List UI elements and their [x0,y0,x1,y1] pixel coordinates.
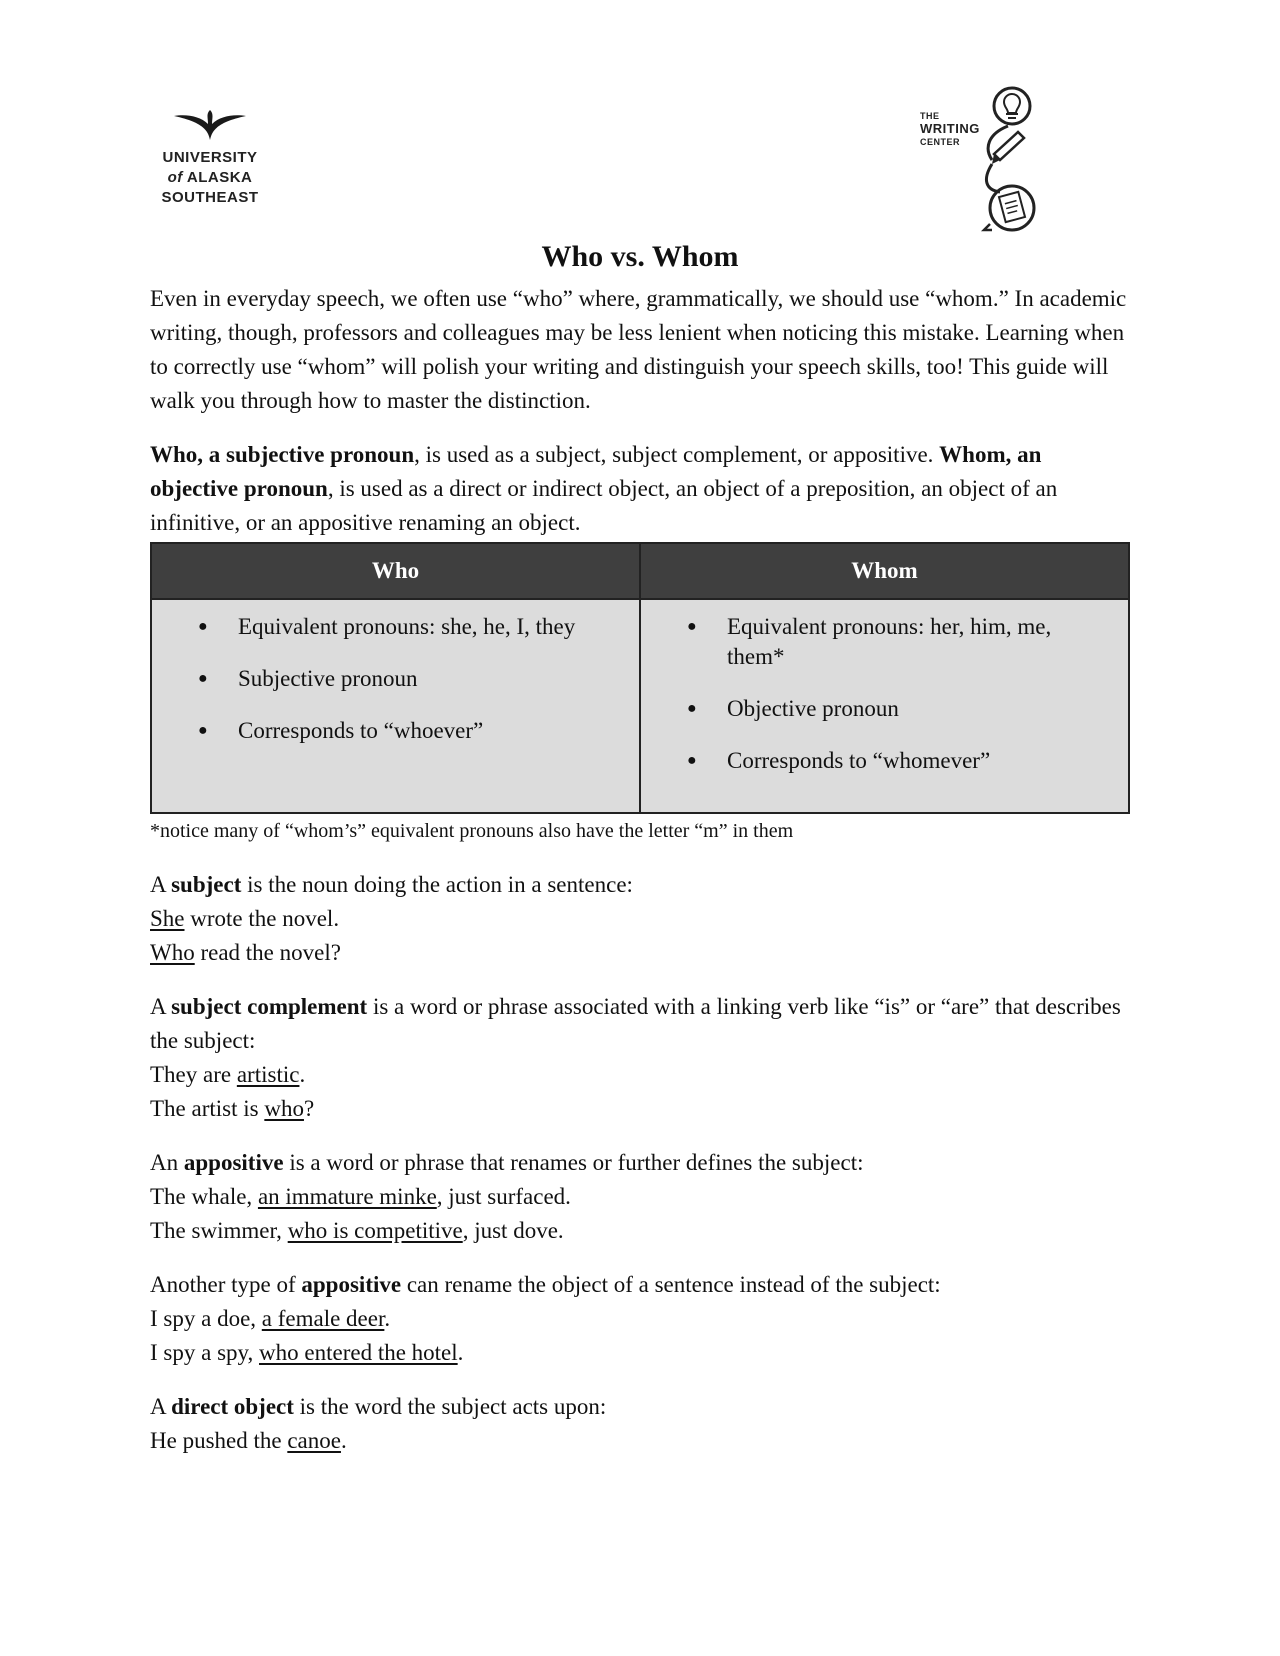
logo-line-university: UNIVERSITY [162,149,258,166]
writing-center-logo [920,84,1040,234]
page-title: Who vs. Whom [541,240,739,273]
who-whom-table [150,542,1130,814]
list-item: ● Equivalent pronouns: her, him, me, them* [661,612,1108,672]
list-item: ● Subjective pronoun [172,664,619,694]
table-header-who: Who [151,543,640,599]
university-logo [150,110,270,208]
table-header-whom: Whom [640,543,1129,599]
writing-center-wordmark: THE WRITING CENTER [920,111,980,147]
subject-complement-paragraph: A subject complement is a word or phrase associated with a linking verb like “is” or “are” that describes the subject: They are artistic. The artist is who? [150,994,1121,1121]
intro-paragraph: Even in everyday speech, we often use “who” where, grammatically, we should use “whom.” In academic writing, though, professors and colleagues may be less lenient when noticing this mistake. Learning when to correctly use “whom” will polish your writing and distinguish your speech skills, too! This guide will walk you through how to master the distinction. [150,286,1127,413]
logo-line-alaska: of ALASKA [167,169,253,186]
who-cell [151,599,640,813]
examples-section [150,868,1130,1458]
main-content [150,282,1130,1478]
lightbulb-pencil-document-icon [978,84,1040,234]
whom-cell [640,599,1129,813]
whale-tail-icon [172,110,248,142]
list-item: ● Corresponds to “whoever” [172,716,619,746]
table-footnote: *notice many of “whom’s” equivalent pronouns also have the letter “m” in them [150,820,794,842]
appositive-paragraph: An appositive is a word or phrase that renames or further defines the subject: The whale, an immature minke, just surfaced. The swimmer, who is competitive, just dove. [150,1150,864,1243]
list-item: ● Equivalent pronouns: she, he, I, they [172,612,619,642]
list-item: ● Corresponds to “whomever” [661,746,1108,776]
subject-paragraph: A subject is the noun doing the action in a sentence: She wrote the novel. Who read the novel? [150,872,633,965]
appositive-object-paragraph: Another type of appositive can rename the object of a sentence instead of the subject: I spy a doe, a female deer. I spy a spy, who entered the hotel. [150,1272,941,1365]
definition-paragraph: Who, a subjective pronoun, is used as a subject, subject complement, or appositive. Whom, an objective pronoun, is used as a direct or indirect object, an object of a preposition, an object of an infinitive, or an appositive renaming an object. [150,442,1058,535]
direct-object-paragraph: A direct object is the word the subject acts upon: He pushed the canoe. [150,1394,607,1453]
logo-line-southeast: SOUTHEAST [161,189,259,206]
list-item: ● Objective pronoun [661,694,1108,724]
